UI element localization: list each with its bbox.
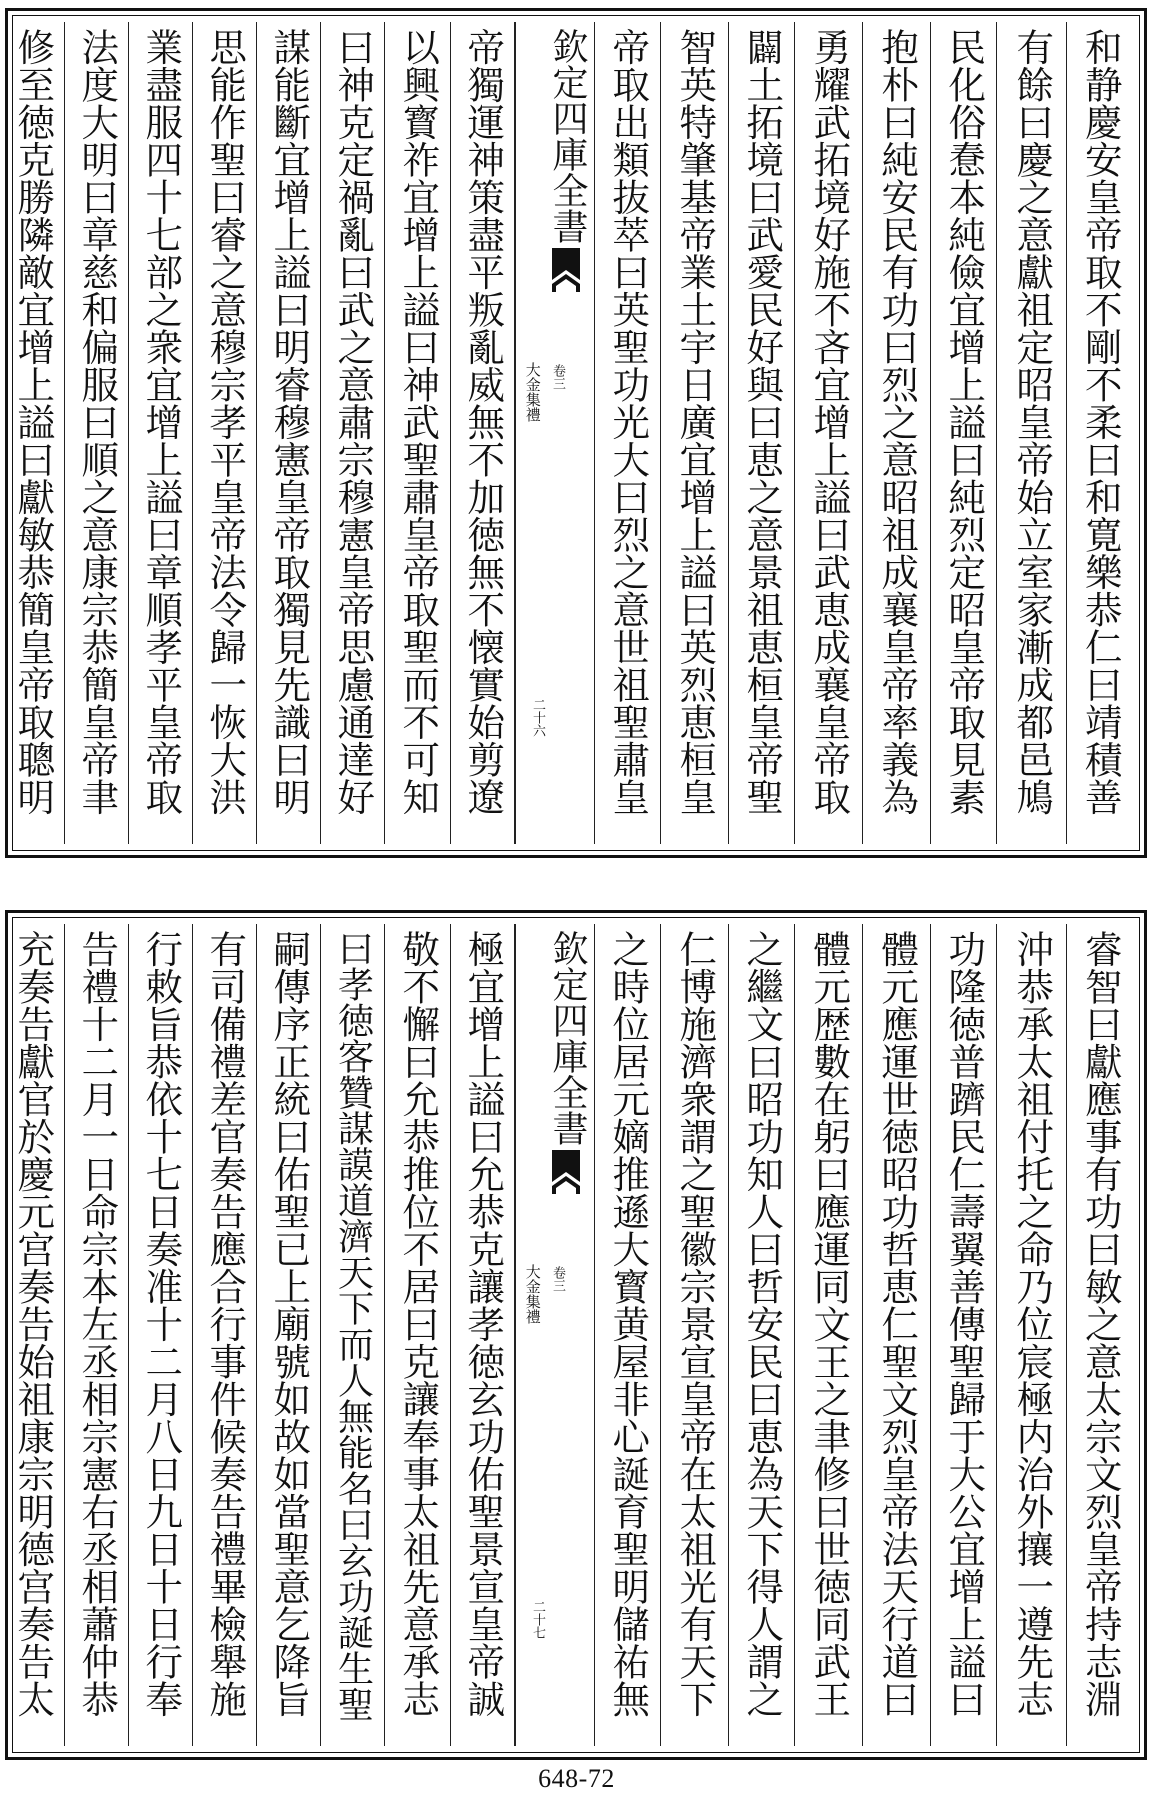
text-column xyxy=(1067,924,1133,1746)
text-column xyxy=(257,22,321,844)
text-column xyxy=(321,22,385,844)
fish-tail-icon xyxy=(552,1150,580,1194)
text-column xyxy=(451,924,515,1746)
text-column xyxy=(931,22,997,844)
text-column xyxy=(1,22,65,844)
column-text: 有餘曰慶之意獻祖定昭皇帝始立室家漸成都邑鳩 xyxy=(1010,28,1055,816)
text-column xyxy=(65,22,129,844)
spine-column xyxy=(515,22,595,844)
column-text: 告禮十二月一日命宗本左丞相宗憲右丞相蕭仲恭 xyxy=(75,930,120,1718)
column-text: 謀能斷宜增上謚曰明睿穆憲皇帝取獨見先識曰明 xyxy=(267,28,312,816)
column-text: 民化俗惷本純儉宜增上謚曰純烈定昭皇帝取見素 xyxy=(942,28,987,816)
text-column xyxy=(997,924,1067,1746)
column-text: 思能作聖曰睿之意穆宗孝平皇帝法令歸一恢大洪 xyxy=(203,28,248,816)
column-text: 之時位居元嫡推遜大寳黄屋非心誕育聖明儲祐無 xyxy=(606,930,651,1718)
column-text: 功隆徳普躋民仁壽翼善傳聖歸于大公宜增上謚曰 xyxy=(942,930,987,1718)
volume-label: 卷三 xyxy=(550,364,565,390)
column-text: 智英特肇基帝業土宇日廣宜增上謚曰英烈恵桓皇 xyxy=(673,28,718,816)
column-text: 勇耀武拓境好施不吝宜增上謚曰武恵成襄皇帝取 xyxy=(807,28,852,816)
text-column xyxy=(863,22,931,844)
column-text: 敬不懈曰允恭推位不居曰克讓奉事太祖先意承志 xyxy=(396,930,441,1718)
text-column xyxy=(729,22,795,844)
text-column xyxy=(193,924,257,1746)
column-text: 極宜增上謚曰允恭克讓孝徳玄功佑聖景宣皇帝誠 xyxy=(461,930,506,1718)
column-text: 仁博施濟衆謂之聖徽宗景宣皇帝在太祖光有天下 xyxy=(673,930,718,1718)
text-column xyxy=(385,22,451,844)
volume-label: 卷三 xyxy=(550,1266,565,1292)
text-column xyxy=(193,22,257,844)
text-column xyxy=(863,924,931,1746)
column-text: 修至徳克勝隣敵宜增上謚曰獻敏恭簡皇帝取聰明 xyxy=(11,28,56,816)
collection-title: 欽定四庫全書 xyxy=(547,28,588,244)
leaf-number: 二十六 xyxy=(530,698,545,737)
book-title: 大金集禮 xyxy=(523,362,542,422)
column-text: 沖恭承太祖付托之命乃位宸極内治外攘一遵先志 xyxy=(1010,930,1055,1718)
column-text: 帝獨運神策盡平叛亂威無不加徳無不懐實始剪遼 xyxy=(461,28,506,816)
text-column xyxy=(129,924,193,1746)
text-column xyxy=(321,924,385,1746)
column-text: 帝取出類抜萃曰英聖功光大曰烈之意世祖聖肅皇 xyxy=(606,28,651,816)
spine-column xyxy=(515,924,595,1746)
text-column xyxy=(1067,22,1133,844)
text-column xyxy=(451,22,515,844)
text-column xyxy=(129,22,193,844)
text-column xyxy=(595,22,661,844)
text-column xyxy=(661,22,729,844)
text-column xyxy=(729,924,795,1746)
text-column xyxy=(65,924,129,1746)
column-text: 曰孝徳客贊謀謨道濟天下而人無能名曰玄功誕生聖 xyxy=(332,930,374,1722)
column-text: 和静慶安皇帝取不剛不柔曰和寛樂恭仁曰靖積善 xyxy=(1078,28,1123,816)
column-text: 抱朴曰純安民有功曰烈之意昭祖成襄皇帝率義為 xyxy=(875,28,920,816)
column-text: 業盡服四十七部之衆宜增上謚曰章順孝平皇帝取 xyxy=(139,28,184,816)
column-text: 曰神克定禍亂曰武之意肅宗穆憲皇帝思慮通達好 xyxy=(331,28,376,816)
collection-title: 欽定四庫全書 xyxy=(547,930,588,1146)
text-column xyxy=(795,22,863,844)
text-column xyxy=(385,924,451,1746)
page-top xyxy=(5,8,1147,858)
text-column xyxy=(1,924,65,1746)
page-bottom xyxy=(5,910,1147,1760)
column-text: 充奏告獻官於慶元宫奏告始祖康宗明德宫奏告太 xyxy=(11,930,56,1718)
column-text: 以興寳祚宜增上謚曰神武聖肅皇帝取聖而不可知 xyxy=(396,28,441,816)
column-text: 法度大明曰章慈和偏服曰順之意康宗恭簡皇帝聿 xyxy=(75,28,120,816)
leaf-number: 二十七 xyxy=(530,1600,545,1639)
text-column xyxy=(997,22,1067,844)
book-title: 大金集禮 xyxy=(523,1264,542,1324)
column-text: 之繼文曰昭功知人曰哲安民曰恵為天下得人謂之 xyxy=(740,930,785,1718)
column-text: 體元應運世徳昭功哲恵仁聖文烈皇帝法天行道曰 xyxy=(875,930,920,1718)
text-column xyxy=(795,924,863,1746)
text-column xyxy=(257,924,321,1746)
text-column xyxy=(661,924,729,1746)
column-text: 有司備禮差官奏告應合行事件候奏告禮畢檢舉施 xyxy=(203,930,248,1718)
column-text: 體元歴數在躬曰應運同文王之聿修曰世徳同武王 xyxy=(807,930,852,1718)
column-text: 行敕旨恭依十七日奏准十二月八日九日十日行奉 xyxy=(139,930,184,1718)
column-text: 睿智曰獻應事有功曰敏之意太宗文烈皇帝持志淵 xyxy=(1078,930,1123,1718)
text-columns xyxy=(11,924,1133,1746)
page-number: 648-72 xyxy=(538,1764,615,1793)
column-text: 闢土拓境曰武愛民好與曰恵之意景祖恵桓皇帝聖 xyxy=(740,28,785,816)
text-columns xyxy=(11,22,1133,844)
text-column xyxy=(595,924,661,1746)
fish-tail-icon xyxy=(552,248,580,292)
text-column xyxy=(931,924,997,1746)
column-text: 嗣傳序正統曰佑聖已上廟號如故如當聖意乞降旨 xyxy=(267,930,312,1718)
